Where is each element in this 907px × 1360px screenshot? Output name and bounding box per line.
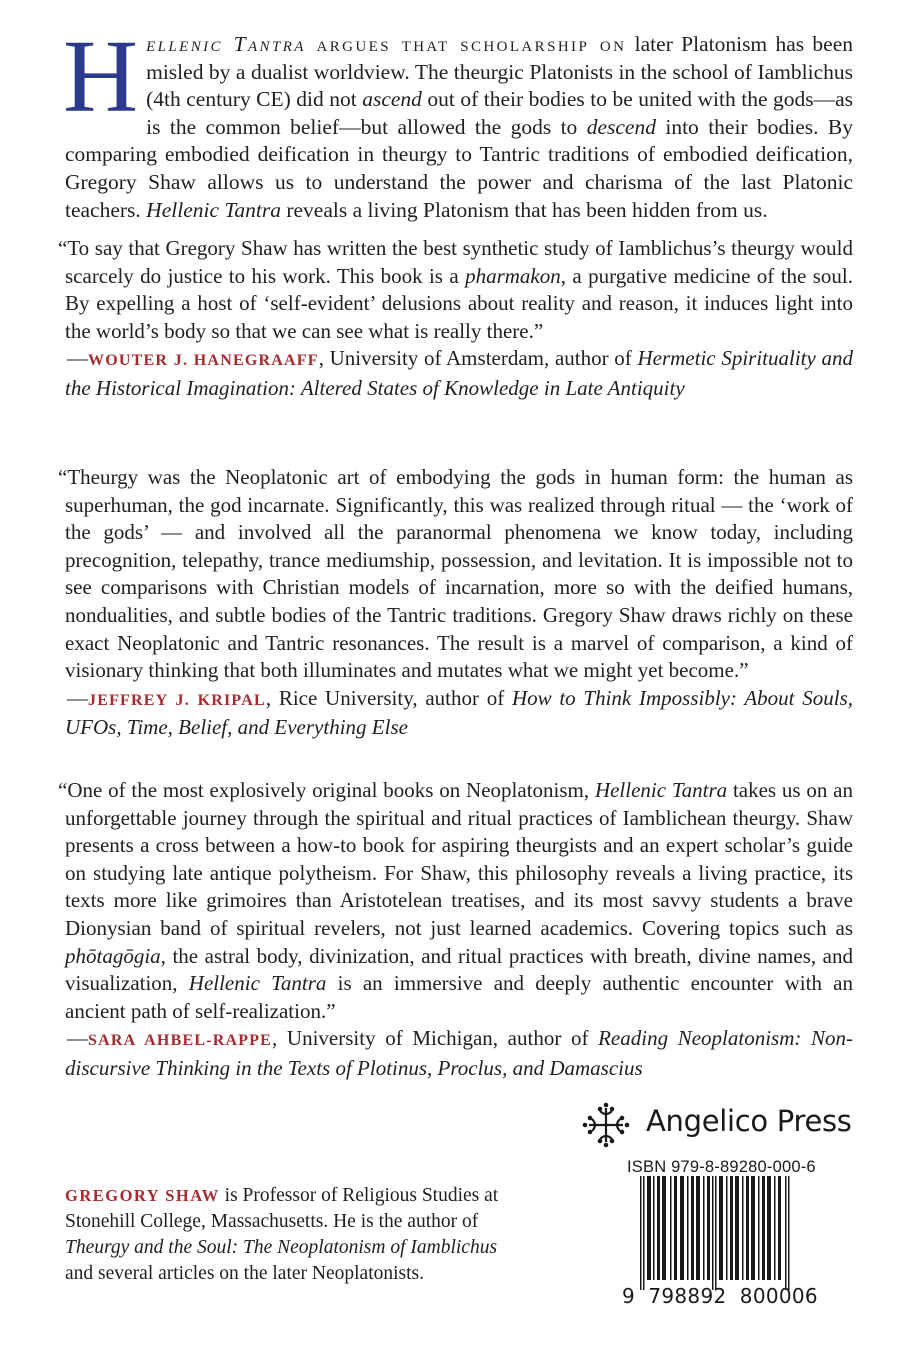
barcode-digits: 9 798892 800006 [622, 1284, 818, 1308]
isbn-label: ISBN 979-8-89280-000-6 [627, 1158, 816, 1176]
occitan-cross-icon [580, 1102, 632, 1148]
lead-title: ellenic Tantra [146, 32, 306, 56]
blurb-quote: “One of the most explosively original books on Neoplatonism, Hellenic Tantra takes us on an unforgettable journey through the spiritual and ritual practices of Iamblichean theurgy. Shaw presents a cross between a how-to book for aspiring theurgists and an expert scholar’s guide on studying late antique polytheism. For Shaw, this philosophy reveals a living practice, its texts more like grimoires than Aristotelean treatises, and its most savvy students a brave Dionysian band of spiritual revelers, not just learned academics. Covering topics such as phōtagōgia, the astral body, divinization, and ritual practices with breath, divine names, and visualization, Hellenic Tantra is an immersive and deeply authentic encounter with an ancient path of self-realization.” [58, 778, 854, 1023]
endorser-book: How to Think Impossibly: About Souls, UFOs, Time, Belief, and Everything Else [65, 685, 853, 740]
endorser-name: WOUTER J. HANEGRAAFF [88, 352, 319, 370]
publisher-name: Angelico Press [646, 1104, 852, 1138]
blurb-quote: “To say that Gregory Shaw has written the best synthetic study of Iamblichus’s theurgy would scarcely do justice to his work. This book is a pharmakon, a purgative medicine of the soul. By expelling a host of ‘self-evident’ delusions about reality and reason, it induces light into the world’s body so that we can see what is really there.” [58, 236, 853, 343]
blurb-quote: “Theurgy was the Neoplatonic art of embodying the gods in human form: the human as superhuman, the god incarnate. Significantly, this was realized through ritual — the ‘work of the gods’ — and involved all the paranormal phenomena we know today, including precognition, telepathy, trance mediumship, possession, and levitation. It is impossible not to see comparisons with Christian models of incarnation, more so with the deified humans, nondualities, and subtle bodies of the Tantric traditions. Gregory Shaw draws richly on these exact Neoplatonic and Tantric resonances. The result is a marvel of comparison, a kind of visionary thinking that both illuminates and mutates what we might yet become.” [58, 465, 853, 683]
blurb-kripal [58, 464, 853, 742]
barcode-icon [640, 1176, 792, 1290]
author-book: Theurgy and the Soul: The Neoplatonism of Iamblichus [65, 1237, 498, 1258]
endorser-name: JEFFREY J. KRIPAL [88, 691, 266, 709]
author-name: GREGORY SHAW [65, 1186, 220, 1205]
blurb-attribution: —WOUTER J. HANEGRAAFF, University of Amsterdam, author of Hermetic Spirituality and the Historical Imagination: Altered States of Knowledge in Late Antiquity [65, 346, 854, 400]
drop-cap: H [63, 19, 139, 134]
endorser-name: SARA AHBEL-RAPPE [88, 1032, 273, 1050]
author-bio: GREGORY SHAW is Professor of Religious Studies at Stonehill College, Massachusetts. He is the author of Theurgy and the Soul: The Neoplatonism of Iamblichus and several articles on the later Neoplatonists. [65, 1185, 499, 1284]
intro-body: later Platonism has been misled by a dualist worldview. The theurgic Platonists in the school of Iamblichus (4th century CE) did not ascend out of their bodies to be united with the gods—as is the common belief—but allowed the gods to descend into their bodies. By comparing embodied deification in theurgy to Tantric traditions of embodied deification, Gregory Shaw allows us to understand the power and charisma of the last Platonic teachers. Hellenic Tantra reveals a living Platonism that has been hidden from us. [65, 32, 853, 222]
lead-smallcaps [146, 32, 626, 56]
intro-paragraph [63, 19, 853, 224]
blurb-attribution: —JEFFREY J. KRIPAL, Rice University, author of How to Think Impossibly: About Souls, UFOs, Time, Belief, and Everything Else [65, 685, 853, 740]
blurb-attribution: —SARA AHBEL-RAPPE, University of Michigan, author of Reading Neoplatonism: Non-discursive Thinking in the Texts of Plotinus, Proclus, and Damascius [65, 1026, 853, 1080]
blurb-hanegraaff [58, 235, 854, 403]
publisher-logo [580, 1100, 860, 1150]
lead-rest: argues that scholarship on [316, 32, 627, 56]
endorser-book: Hermetic Spirituality and the Historical Imagination: Altered States of Knowledge in Late Antiquity [65, 346, 854, 400]
blurb-ahbel-rappe [58, 777, 854, 1083]
endorser-book: Reading Neoplatonism: Non-discursive Thinking in the Texts of Plotinus, Proclus, and Damascius [65, 1026, 853, 1080]
